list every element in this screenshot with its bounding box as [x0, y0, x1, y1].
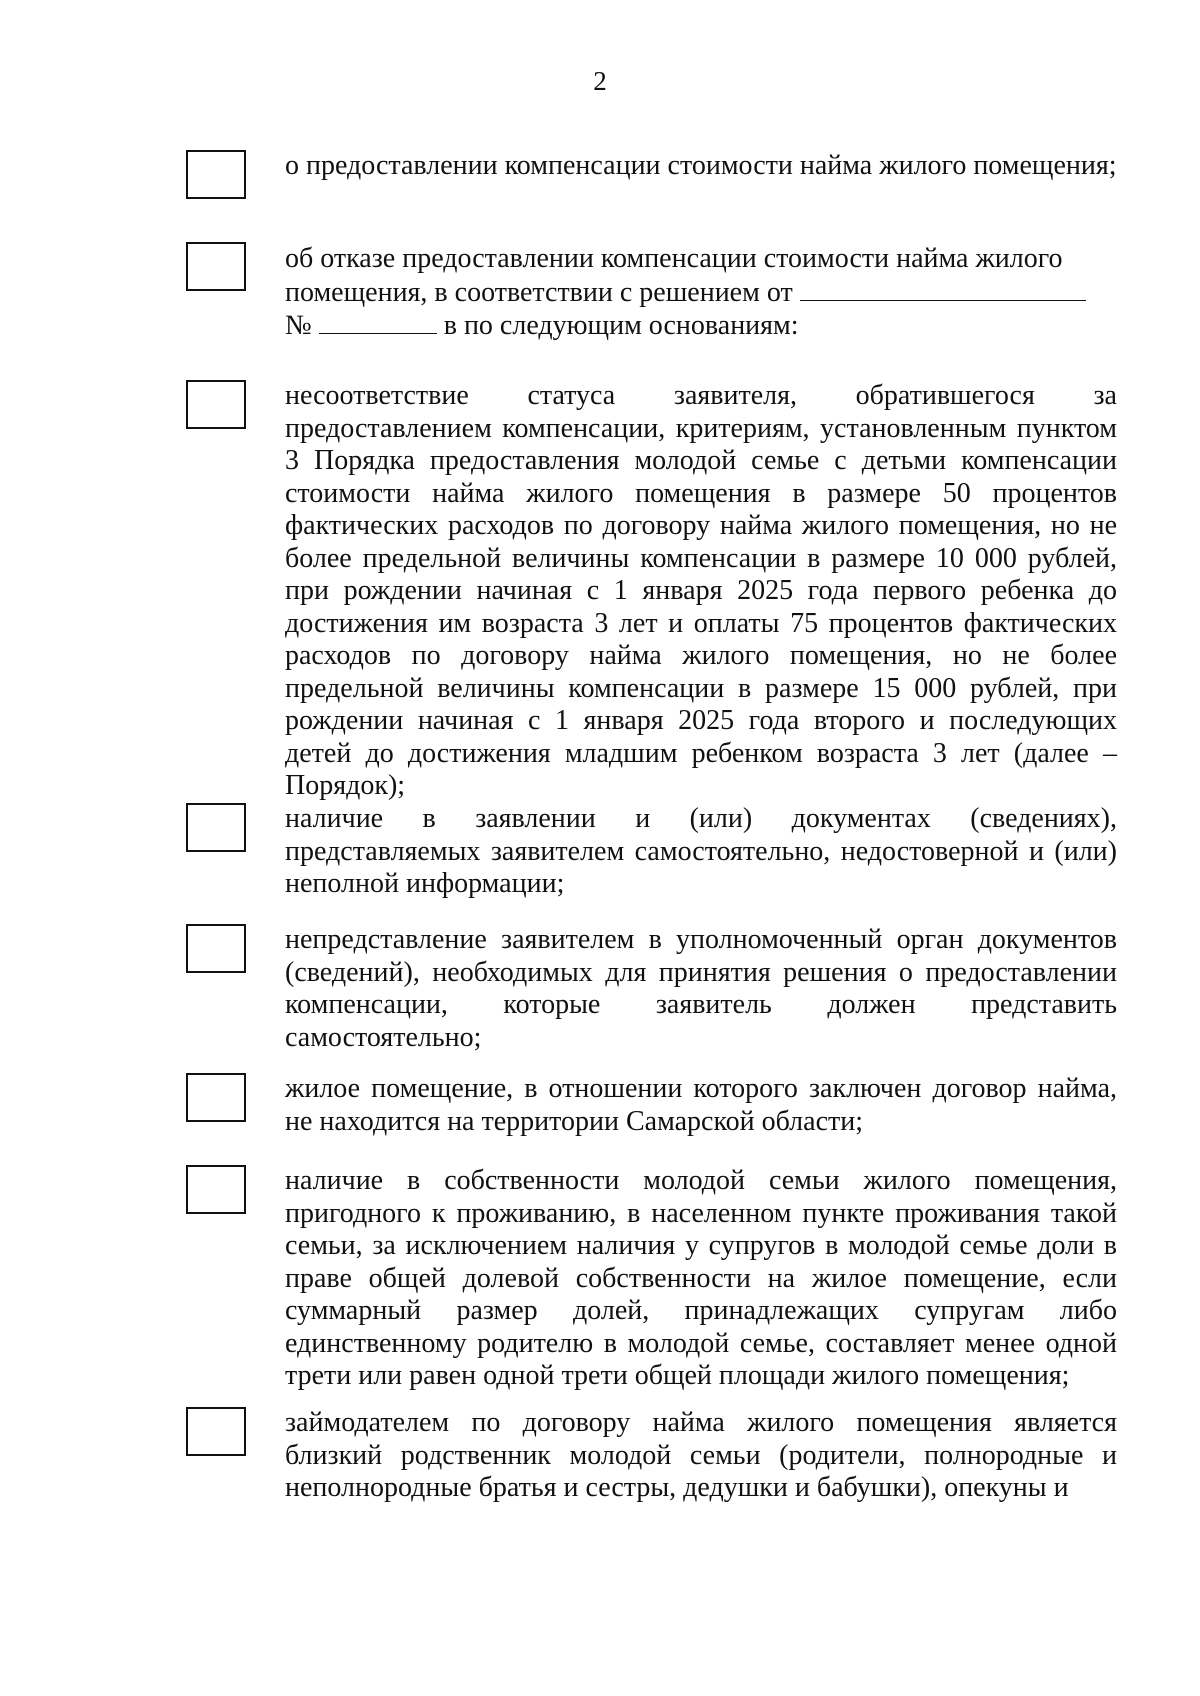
- decision-date-label: помещения, в соответствии с решением от: [285, 276, 793, 308]
- outside-region-checkbox[interactable]: [186, 1073, 246, 1122]
- owned-housing-checkbox[interactable]: [186, 1165, 246, 1214]
- relative-landlord-checkbox[interactable]: [186, 1407, 246, 1456]
- owned-housing-text: наличие в собственности молодой семьи жилого помещения, пригодного к проживанию, в населенном пункте проживания такой семьи, за исключением наличия у супругов в молодой семье доли в праве общей долевой собственности на жилое помещение, если суммарный размер долей, принадлежащих супругам либо единственному родителю в молодой семье, составляет менее одной трети или равен одной трети общей площади жилого помещения;: [285, 1165, 1117, 1391]
- missing-documents-text: непредставление заявителем в уполномоченный орган документов (сведений), необходимых для принятия решения о предоставлении компенсации, которые заявитель должен представить самостоятельно;: [285, 924, 1117, 1053]
- grant-compensation-text: о предоставлении компенсации стоимости найма жилого помещения;: [285, 150, 1117, 181]
- refuse-compensation-line-1: об отказе предоставлении компенсации стоимости найма жилого: [285, 243, 1063, 274]
- decision-number-field[interactable]: [319, 309, 437, 334]
- refuse-compensation-checkbox[interactable]: [186, 242, 246, 291]
- unreliable-info-checkbox[interactable]: [186, 803, 246, 852]
- unreliable-info-text: наличие в заявлении и (или) документах (сведениях), представляемых заявителем самостоятельно, недостоверной и (или) неполной информации;: [285, 803, 1117, 899]
- number-sign: №: [285, 310, 312, 341]
- refuse-compensation-line-2: [285, 276, 1117, 310]
- missing-documents-checkbox[interactable]: [186, 924, 246, 973]
- status-mismatch-text: несоответствие статуса заявителя, обратившегося за предоставлением компенсации, критериям, установленным пунктом 3 Порядка предоставления молодой семье с детьми компенсации стоимости найма жилого помещения в размере 50 процентов фактических расходов по договору найма жилого помещения, но не более предельной величины компенсации в размере 10 000 рублей, при рождении начиная с 1 января 2025 года первого ребенка до достижения им возраста 3 лет и оплаты 75 процентов фактических расходов по договору найма жилого помещения, но не более предельной величины компенсации в размере 15 000 рублей, при рождении начиная с 1 января 2025 года второго и последующих детей до достижения младшим ребенком возраста 3 лет (далее – Порядок);: [285, 380, 1117, 801]
- outside-region-text: жилое помещение, в отношении которого заключен договор найма, не находится на территории Самарской области;: [285, 1073, 1117, 1137]
- relative-landlord-text: займодателем по договору найма жилого помещения является близкий родственник молодой семьи (родители, полнородные и неполнородные братья и сестры, дедушки и бабушки), опекуны и: [285, 1407, 1117, 1503]
- refuse-compensation-line-3: [285, 309, 1117, 343]
- refuse-compensation-text: [285, 243, 1117, 343]
- decision-date-field[interactable]: [800, 276, 1086, 301]
- page-number: 2: [593, 66, 607, 96]
- status-mismatch-checkbox[interactable]: [186, 380, 246, 429]
- grant-compensation-checkbox[interactable]: [186, 150, 246, 199]
- grounds-label: в по следующим основаниям:: [443, 310, 799, 341]
